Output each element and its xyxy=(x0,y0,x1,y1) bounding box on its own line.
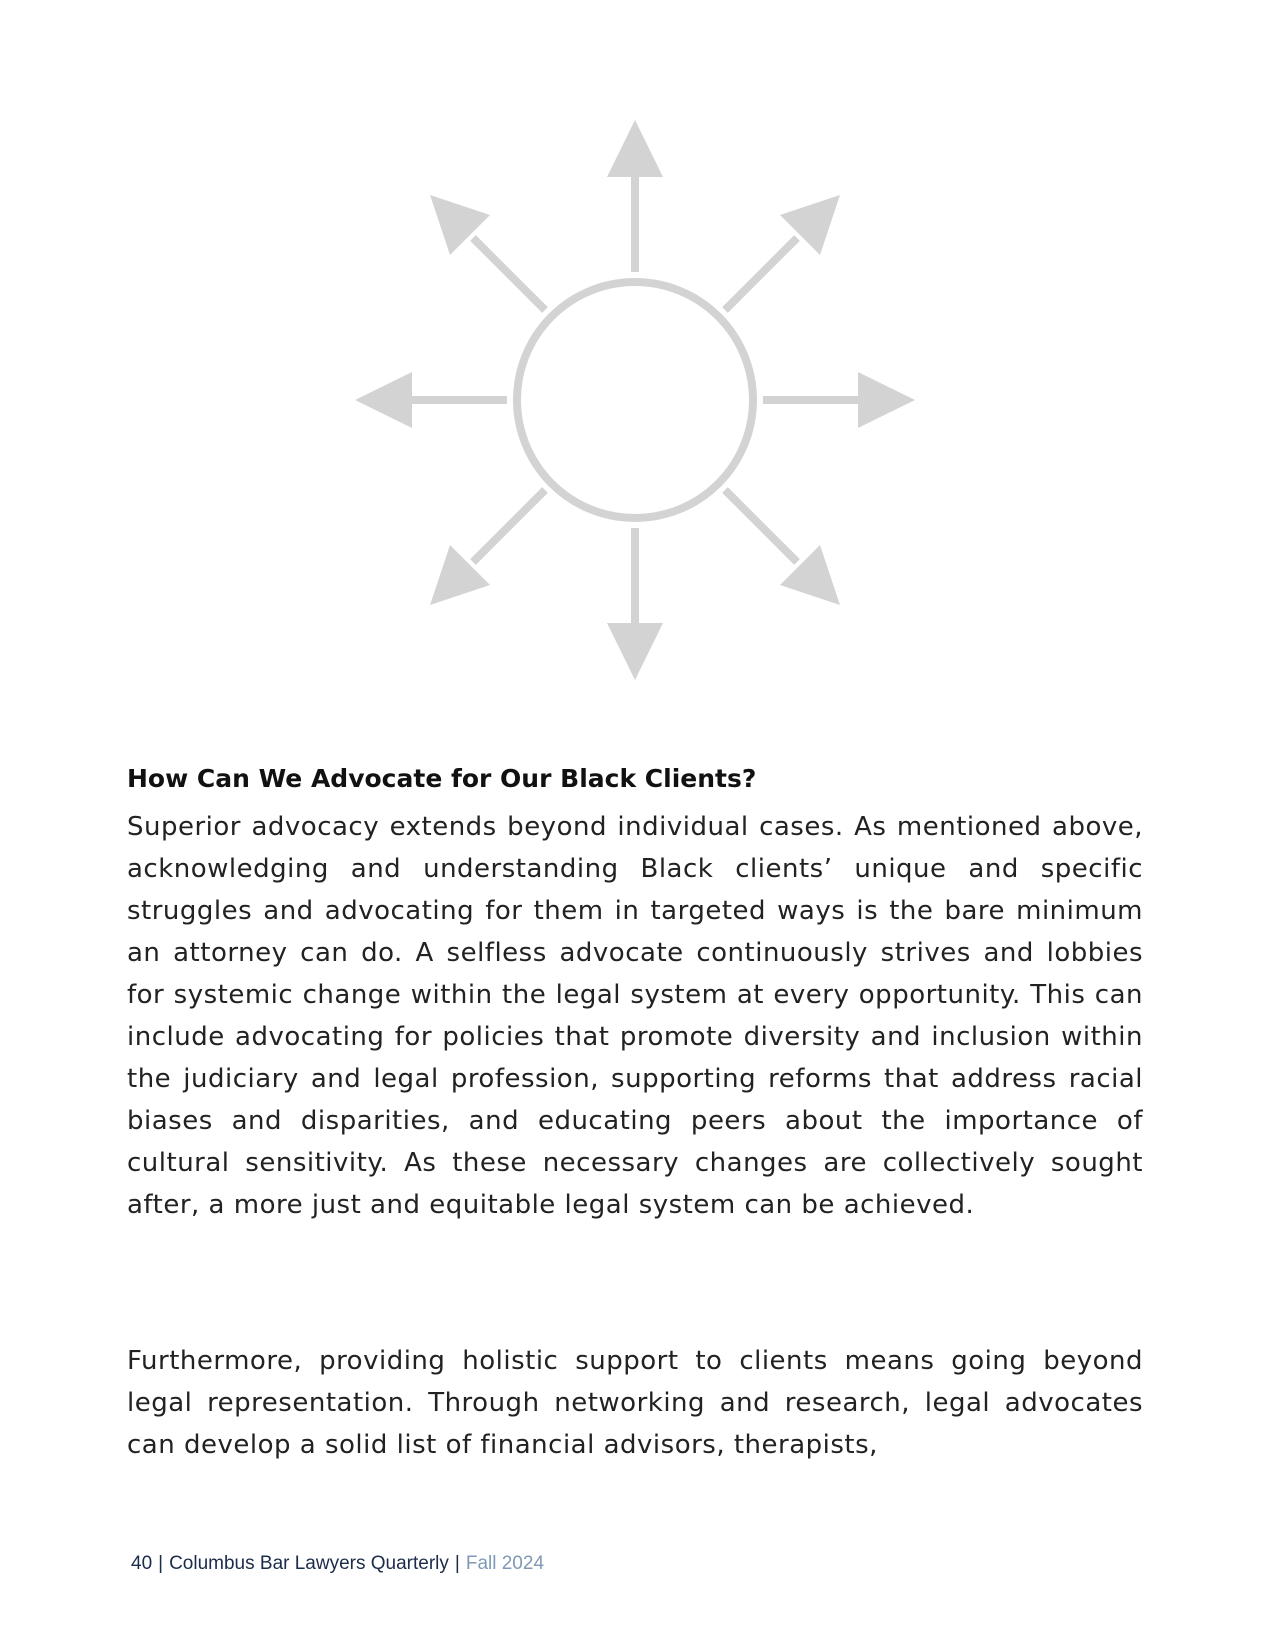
arrowhead-right xyxy=(858,372,915,428)
arrow-shaft-down-right xyxy=(725,490,797,562)
page-number: 40 xyxy=(131,1553,153,1574)
radiating-arrows-circle-icon xyxy=(355,120,915,680)
footer-separator-2: | xyxy=(454,1553,460,1574)
arrow-shaft-down-left xyxy=(473,490,545,562)
center-circle xyxy=(517,282,753,518)
article-body xyxy=(127,762,1143,1466)
page-footer xyxy=(131,1553,544,1575)
issue-label: Fall 2024 xyxy=(465,1553,545,1574)
section-heading: How Can We Advocate for Our Black Clients? xyxy=(127,764,757,793)
publication-name: Columbus Bar Lawyers Quarterly xyxy=(169,1553,449,1574)
paragraph-1: Superior advocacy extends beyond individual cases. As mentioned above, acknowledging and understanding Black clients’ unique and specific struggles and advocating for them in targeted ways is the bare minimum an attorney can do. A selfless advocate continuously strives and lobbies for systemic change within the legal system at every opportunity. This can include advocating for policies that promote diversity and inclusion within the judiciary and legal profession, supporting reforms that address racial biases and disparities, and educating peers about the importance of cultural sensitivity. As these necessary changes are collectively sought after, a more just and equitable legal system can be achieved. xyxy=(127,812,1143,1220)
arrow-shaft-up-right xyxy=(725,238,797,310)
arrow-shaft-up-left xyxy=(473,238,545,310)
arrowhead-left xyxy=(355,372,412,428)
footer-separator: | xyxy=(158,1553,164,1574)
paragraph-2: Furthermore, providing holistic support to clients means going beyond legal representation. Through networking and research, legal advocates can develop a solid list of financial advisors, therapists, xyxy=(127,1346,1143,1460)
arrowhead-down xyxy=(607,623,663,680)
arrowhead-up xyxy=(607,120,663,177)
